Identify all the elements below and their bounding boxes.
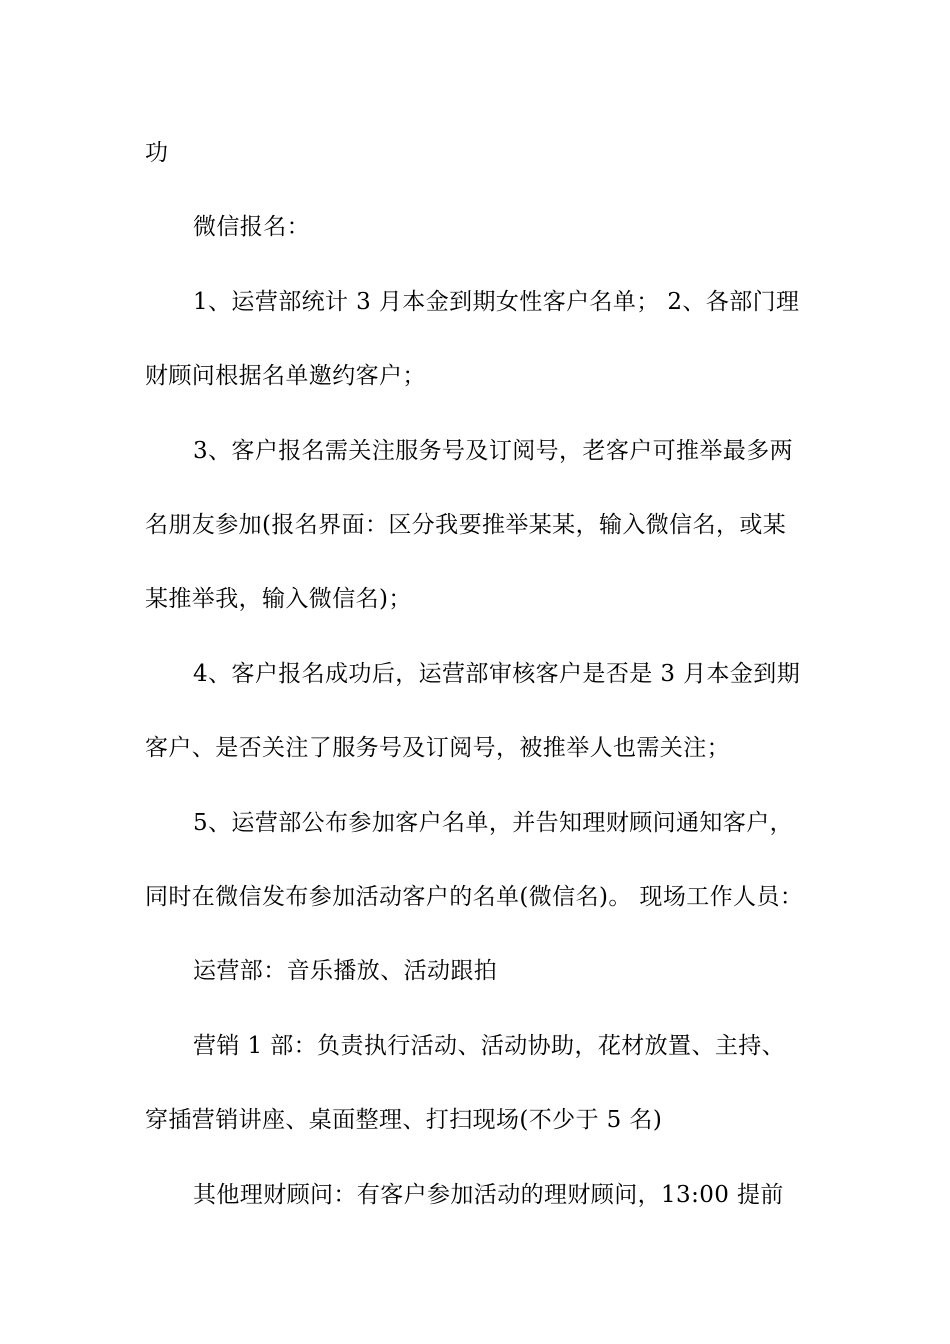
text-line: 财顾问根据名单邀约客户；: [145, 363, 426, 389]
text-line: 其他理财顾问：有客户参加活动的理财顾问，13:00 提前: [193, 1182, 784, 1208]
text-line: 营销 1 部：负责执行活动、活动协助，花材放置、主持、: [193, 1033, 786, 1059]
text-line: 4、客户报名成功后，运营部审核客户是否是 3 月本金到期: [193, 661, 801, 687]
text-line: 名朋友参加(报名界面：区分我要推举某某，输入微信名，或某: [145, 512, 787, 538]
text-line: 微信报名：: [193, 214, 310, 240]
text-line: 1、运营部统计 3 月本金到期女性客户名单； 2、各部门理: [193, 289, 800, 315]
text-line: 运营部：音乐播放、活动跟拍: [193, 958, 498, 984]
text-line: 5、运营部公布参加客户名单，并告知理财顾问通知客户，: [193, 810, 794, 836]
text-line: 某推举我，输入微信名)；: [145, 586, 412, 612]
text-line: 同时在微信发布参加活动客户的名单(微信名)。 现场工作人员：: [145, 884, 804, 910]
text-line: 功: [145, 140, 169, 166]
text-line: 穿插营销讲座、桌面整理、打扫现场(不少于 5 名): [145, 1107, 663, 1133]
text-line: 客户、是否关注了服务号及订阅号，被推举人也需关注；: [145, 735, 730, 761]
text-line: 3、客户报名需关注服务号及订阅号，老客户可推举最多两: [193, 438, 794, 464]
